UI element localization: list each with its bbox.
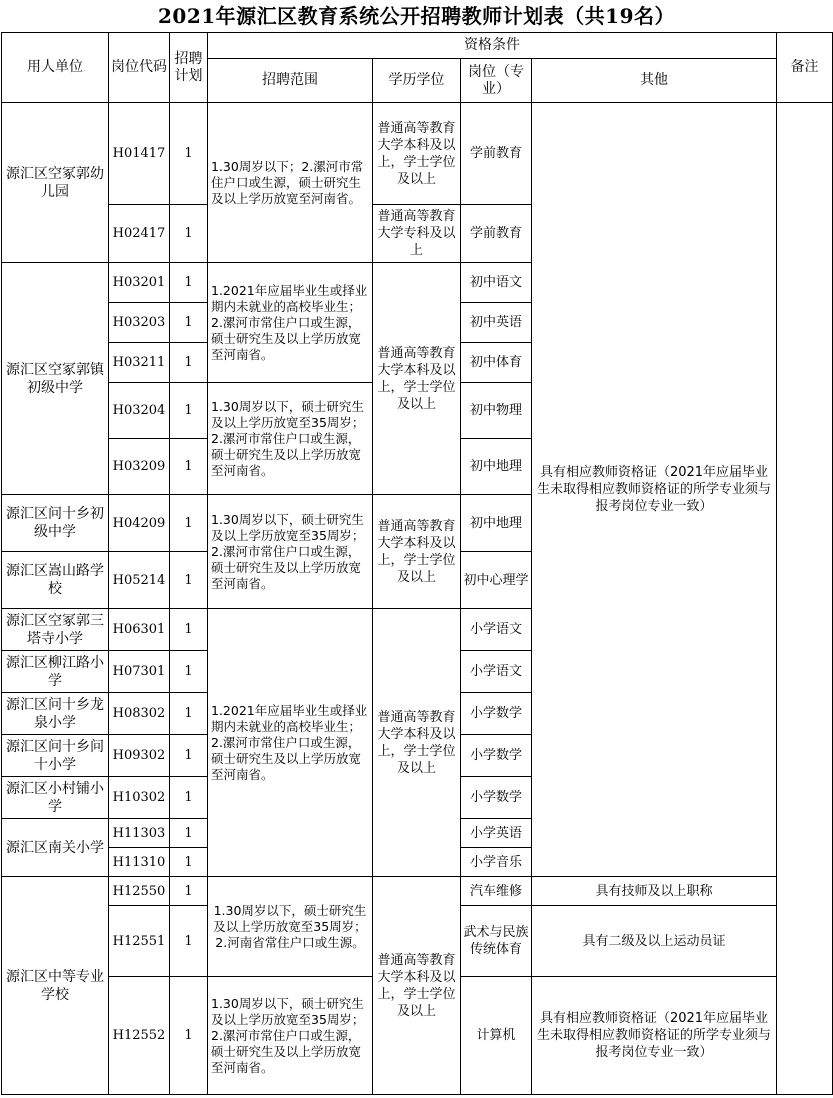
major-cell: 初中地理 (461, 495, 532, 552)
education-cell: 普通高等教育大学专科及以上 (373, 205, 461, 263)
page-title: 2021年源汇区教育系统公开招聘教师计划表（共19名） (158, 4, 675, 28)
major-cell: 小学语文 (461, 609, 532, 651)
scope-cell: 1.2021年应届毕业生或择业期内未就业的高校毕业生；2.漯河市常住户口或生源，硕士研究生及以上学历放宽至河南省。 (208, 609, 373, 877)
unit-cell: 源汇区中等专业学校 (2, 877, 109, 1095)
scope-cell: 1.30周岁以下，硕士研究生及以上学历放宽至35周岁；2.漯河市常住户口或生源，硕士研究生及以上学历放宽至河南省。 (208, 383, 373, 495)
code-cell: H03204 (109, 383, 170, 439)
plan-cell: 1 (170, 819, 208, 848)
major-cell: 计算机 (461, 977, 532, 1095)
scope-cell: 1.30周岁以下；2.漯河市常住户口或生源，硕士研究生及以上学历放宽至河南省。 (208, 103, 373, 263)
plan-cell: 1 (170, 777, 208, 819)
code-cell: H03201 (109, 263, 170, 303)
major-cell: 小学英语 (461, 819, 532, 848)
plan-cell: 1 (170, 343, 208, 383)
plan-cell: 1 (170, 609, 208, 651)
code-cell: H03203 (109, 303, 170, 343)
code-cell: H12550 (109, 877, 170, 906)
code-cell: H12552 (109, 977, 170, 1095)
other-cell: 具有相应教师资格证（2021年应届毕业生未取得相应教师资格证的所学专业须与报考岗位专业一致） (532, 977, 777, 1095)
unit-cell: 源汇区问十乡龙泉小学 (2, 693, 109, 735)
code-cell: H09302 (109, 735, 170, 777)
education-cell: 普通高等教育大学本科及以上，学士学位及以上 (373, 263, 461, 495)
code-cell: H07301 (109, 651, 170, 693)
major-cell: 小学数学 (461, 693, 532, 735)
plan-cell: 1 (170, 906, 208, 977)
code-cell: H06301 (109, 609, 170, 651)
unit-cell: 源汇区嵩山路学校 (2, 552, 109, 609)
major-cell: 学前教育 (461, 103, 532, 205)
major-cell: 初中心理学 (461, 552, 532, 609)
code-cell: H12551 (109, 906, 170, 977)
major-cell: 初中体育 (461, 343, 532, 383)
header-remark: 备注 (777, 33, 833, 103)
code-cell: H08302 (109, 693, 170, 735)
unit-cell: 源汇区柳江路小学 (2, 651, 109, 693)
code-cell: H04209 (109, 495, 170, 552)
major-cell: 初中地理 (461, 439, 532, 495)
header-qualification: 资格条件 (208, 33, 777, 59)
code-cell: H03209 (109, 439, 170, 495)
plan-cell: 1 (170, 848, 208, 877)
education-cell: 普通高等教育大学本科及以上，学士学位及以上 (373, 103, 461, 205)
plan-cell: 1 (170, 495, 208, 552)
code-cell: H10302 (109, 777, 170, 819)
scope-cell: 1.30周岁以下，硕士研究生及以上学历放宽至35周岁；2.河南省常住户口或生源。 (208, 877, 373, 977)
plan-cell: 1 (170, 263, 208, 303)
code-cell: H11303 (109, 819, 170, 848)
major-cell: 小学音乐 (461, 848, 532, 877)
header-education: 学历学位 (373, 59, 461, 103)
unit-cell: 源汇区空冢郭幼儿园 (2, 103, 109, 263)
major-cell: 小学数学 (461, 735, 532, 777)
plan-cell: 1 (170, 303, 208, 343)
header-code: 岗位代码 (109, 33, 170, 103)
major-cell: 初中语文 (461, 263, 532, 303)
unit-cell: 源汇区问十乡问十小学 (2, 735, 109, 777)
header-unit: 用人单位 (2, 33, 109, 103)
major-cell: 小学数学 (461, 777, 532, 819)
other-cell: 具有技师及以上职称 (532, 877, 777, 906)
scope-cell: 1.30周岁以下，硕士研究生及以上学历放宽至35周岁；2.漯河市常住户口或生源，硕士研究生及以上学历放宽至河南省。 (208, 495, 373, 609)
plan-cell: 1 (170, 205, 208, 263)
code-cell: H02417 (109, 205, 170, 263)
unit-cell: 源汇区问十乡初级中学 (2, 495, 109, 552)
plan-cell: 1 (170, 651, 208, 693)
recruitment-table (1, 32, 833, 1095)
unit-cell: 源汇区空冢郭三塔寺小学 (2, 609, 109, 651)
education-cell: 普通高等教育大学本科及以上，学士学位及以上 (373, 495, 461, 609)
major-cell: 初中物理 (461, 383, 532, 439)
major-cell: 小学语文 (461, 651, 532, 693)
major-cell: 武术与民族传统体育 (461, 906, 532, 977)
other-cell: 具有相应教师资格证（2021年应届毕业生未取得相应教师资格证的所学专业须与报考岗位专业一致） (532, 103, 777, 877)
education-cell: 普通高等教育大学本科及以上，学士学位及以上 (373, 609, 461, 877)
plan-cell: 1 (170, 693, 208, 735)
scope-cell: 1.30周岁以下，硕士研究生及以上学历放宽至35周岁；2.漯河市常住户口或生源，硕士研究生及以上学历放宽至河南省。 (208, 977, 373, 1095)
table-row (2, 103, 833, 205)
education-cell: 普通高等教育大学本科及以上，学士学位及以上 (373, 877, 461, 1095)
plan-cell: 1 (170, 552, 208, 609)
remark-cell (777, 103, 833, 1095)
header-scope: 招聘范围 (208, 59, 373, 103)
unit-cell: 源汇区小村铺小学 (2, 777, 109, 819)
header-major: 岗位（专业） (461, 59, 532, 103)
major-cell: 初中英语 (461, 303, 532, 343)
code-cell: H05214 (109, 552, 170, 609)
other-cell: 具有二级及以上运动员证 (532, 906, 777, 977)
header-other: 其他 (532, 59, 777, 103)
major-cell: 学前教育 (461, 205, 532, 263)
plan-cell: 1 (170, 383, 208, 439)
plan-cell: 1 (170, 439, 208, 495)
plan-cell: 1 (170, 977, 208, 1095)
header-row (2, 33, 833, 59)
header-plan: 招聘计划 (170, 33, 208, 103)
code-cell: H01417 (109, 103, 170, 205)
plan-cell: 1 (170, 877, 208, 906)
major-cell: 汽车维修 (461, 877, 532, 906)
code-cell: H03211 (109, 343, 170, 383)
unit-cell: 源汇区空冢郭镇初级中学 (2, 263, 109, 495)
table-row (2, 877, 833, 906)
code-cell: H11310 (109, 848, 170, 877)
scope-cell: 1.2021年应届毕业生或择业期内未就业的高校毕业生；2.漯河市常住户口或生源，硕士研究生及以上学历放宽至河南省。 (208, 263, 373, 383)
unit-cell: 源汇区南关小学 (2, 819, 109, 877)
plan-cell: 1 (170, 735, 208, 777)
plan-cell: 1 (170, 103, 208, 205)
